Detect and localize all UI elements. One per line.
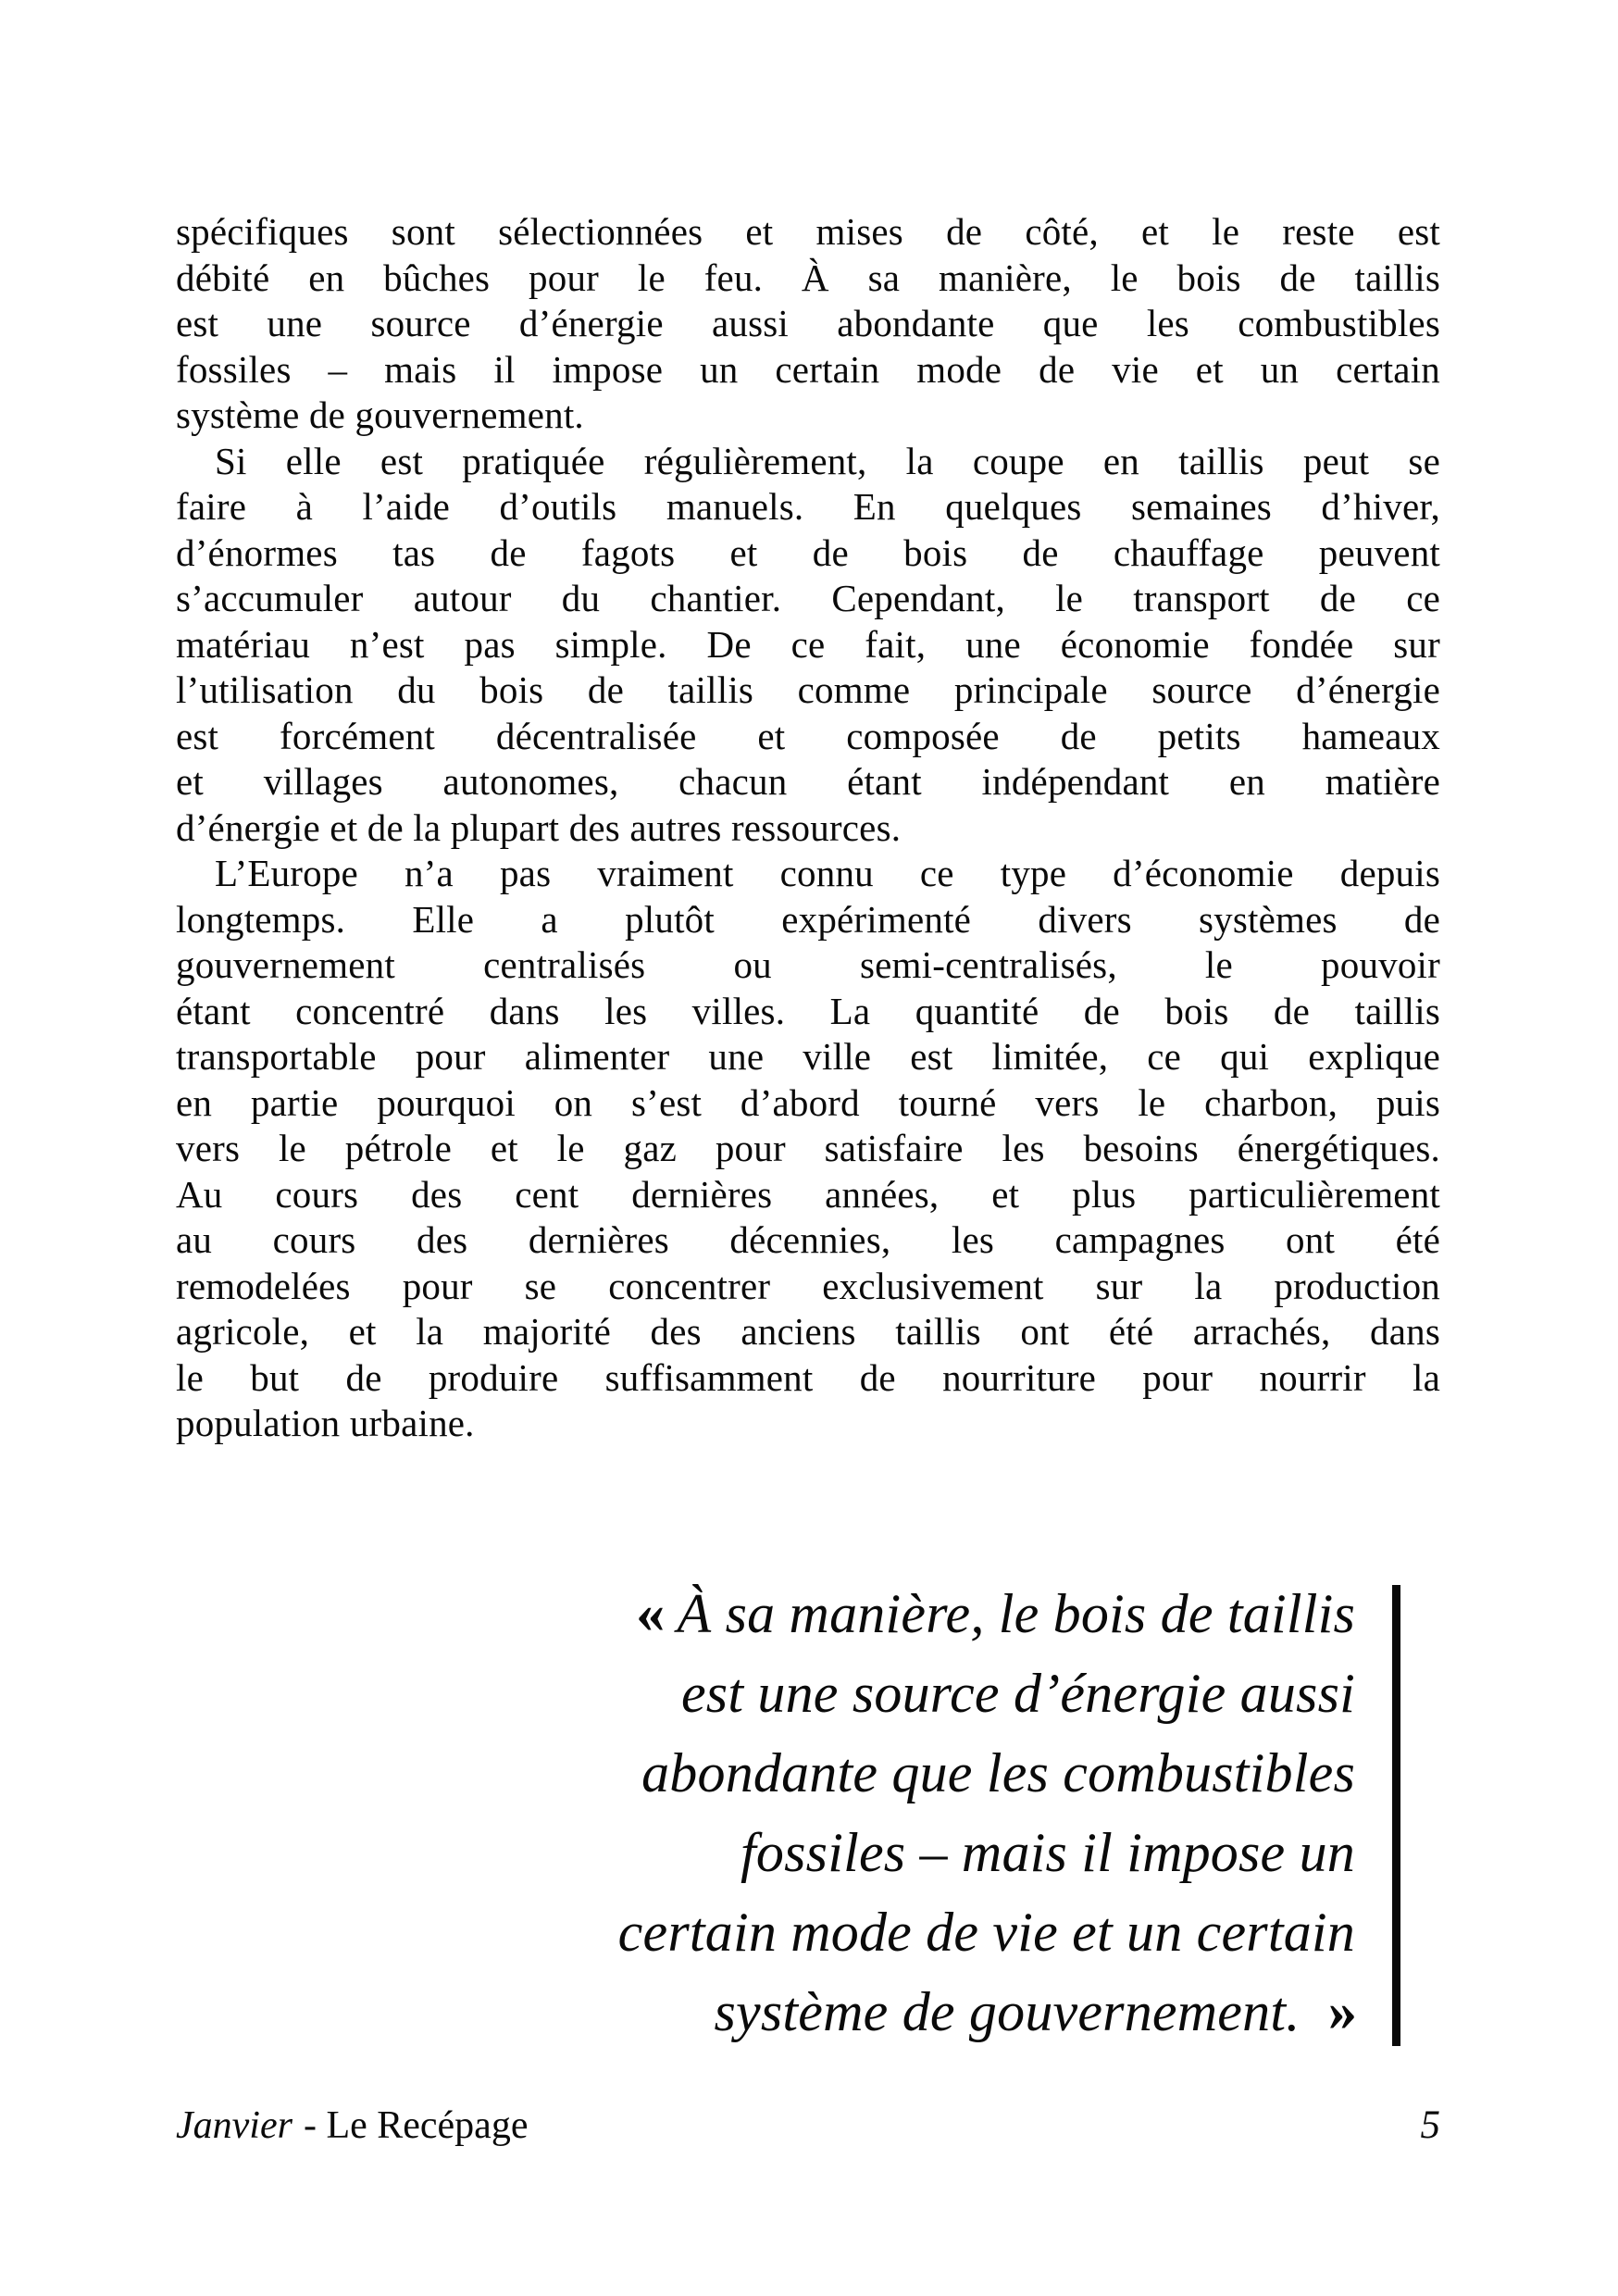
text-line: vers le pétrole et le gaz pour satisfaire les besoins énergétiques. xyxy=(176,1127,1440,1169)
text-line: d’énormes tas de fagots et de bois de chauffage peuvent xyxy=(176,530,1440,574)
text-line: transportable pour alimenter une ville est limitée, ce qui explique xyxy=(176,1035,1440,1078)
open-guillemet-icon: « xyxy=(636,1581,664,1645)
pull-quote-line: système de gouvernement. » xyxy=(714,1979,1355,2043)
text-line: agricole, et la majorité des anciens taillis ont été arrachés, dans xyxy=(176,1310,1440,1353)
text-line: et villages autonomes, chacun étant indépendant en matière xyxy=(176,760,1440,803)
text-line: longtemps. Elle a plutôt expérimenté divers systèmes de xyxy=(176,897,1440,941)
text-line: faire à l’aide d’outils manuels. En quelques semaines d’hiver, xyxy=(176,485,1440,528)
text-line: étant concentré dans les villes. La quantité de bois de taillis xyxy=(176,989,1440,1032)
text-line: le but de produire suffisamment de nourriture pour nourrir la xyxy=(176,1355,1440,1399)
pull-quote xyxy=(213,1574,1355,2052)
paragraph xyxy=(176,851,1440,1447)
text-line: système de gouvernement. xyxy=(176,393,584,436)
text-line: est une source d’énergie aussi abondante que les combustibles xyxy=(176,302,1440,344)
paragraph xyxy=(176,209,1440,439)
text-line: est forcément décentralisée et composée de petits hameaux xyxy=(176,714,1440,757)
text-line: débité en bûches pour le feu. À sa manière, le bois de taillis xyxy=(176,256,1440,299)
text-line: d’énergie et de la plupart des autres ressources. xyxy=(176,805,902,849)
page-number: 5 xyxy=(1420,2103,1440,2147)
text-line: en partie pourquoi on s’est d’abord tourné vers le charbon, puis xyxy=(176,1080,1440,1124)
footer-chapter-title: - Le Recépage xyxy=(303,2104,529,2147)
pull-quote-line: certain mode de vie et un certain xyxy=(617,1902,1355,1963)
close-guillemet-icon: » xyxy=(1327,1979,1355,2043)
paragraph xyxy=(176,439,1440,852)
text-line: L’Europe n’a pas vraiment connu ce type d’économie depuis xyxy=(215,852,1440,894)
running-footer xyxy=(176,2103,528,2148)
text-line: remodelées pour se concentrer exclusivement sur la production xyxy=(176,1264,1440,1307)
text-line: matériau n’est pas simple. De ce fait, une économie fondée sur xyxy=(176,622,1440,666)
article-text xyxy=(176,209,1440,1447)
footer-chapter-month: Janvier xyxy=(176,2104,292,2147)
text-line: au cours des dernières décennies, les campagnes ont été xyxy=(176,1218,1440,1261)
text-line: fossiles – mais il impose un certain mode de vie et un certain xyxy=(176,347,1440,391)
text-line: l’utilisation du bois de taillis comme principale source d’énergie xyxy=(176,668,1440,711)
text-line: Au cours des cent dernières années, et plus particulièrement xyxy=(176,1172,1440,1216)
text-line: Si elle est pratiquée régulièrement, la coupe en taillis peut se xyxy=(215,439,1440,482)
pull-quote-line: est une source d’énergie aussi xyxy=(680,1663,1355,1724)
text-line: gouvernement centralisés ou semi-centralisés, le pouvoir xyxy=(176,943,1440,986)
pull-quote-line: fossiles – mais il impose un xyxy=(741,1822,1355,1883)
pull-quote-rule xyxy=(1392,1585,1400,2046)
text-line: spécifiques sont sélectionnées et mises de côté, et le reste est xyxy=(176,210,1440,253)
text-line: population urbaine. xyxy=(176,1402,475,1444)
pull-quote-line: abondante que les combustibles xyxy=(641,1742,1355,1803)
text-line: s’accumuler autour du chantier. Cependant, le transport de ce xyxy=(176,577,1440,619)
pull-quote-line: « À sa manière, le bois de taillis xyxy=(636,1581,1355,1645)
